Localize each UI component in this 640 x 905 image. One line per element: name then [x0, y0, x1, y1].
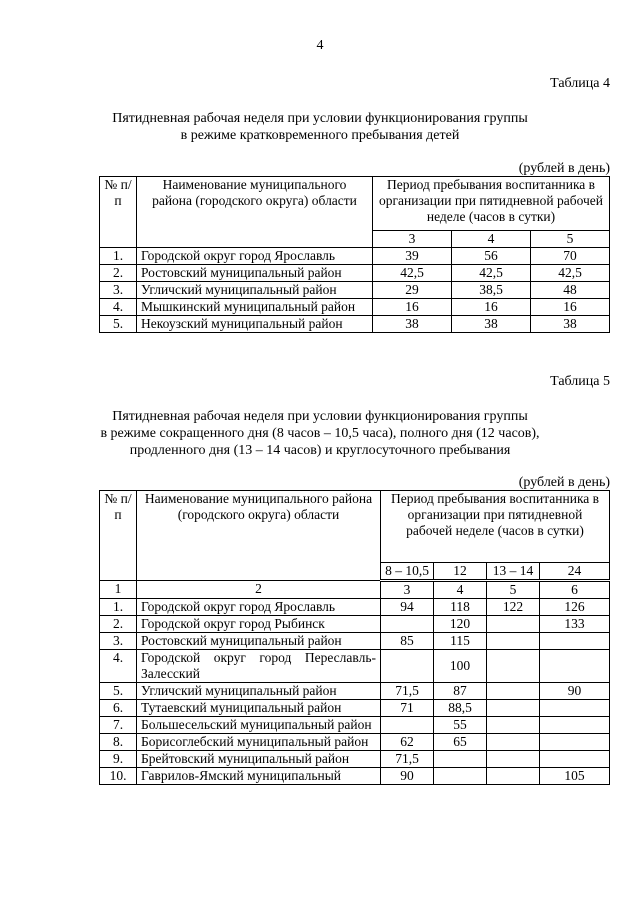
row-value: 62: [381, 734, 434, 751]
row-value: 16: [531, 299, 610, 316]
table5-title-line-3: продленного дня (13 – 14 часов) и круглосуточного пребывания: [129, 443, 511, 458]
row-value: 115: [434, 633, 487, 650]
table-row: [100, 751, 610, 768]
row-value: 56: [452, 248, 531, 265]
table5-header-period: Период пребывания воспитанника в организации при пятидневной рабочей неделе (часов в сутки): [381, 491, 610, 563]
table4-label: Таблица 4: [550, 76, 610, 91]
row-number: 5.: [100, 316, 137, 333]
row-number: 8.: [100, 734, 137, 751]
row-number: 2.: [100, 265, 137, 282]
row-district-name: Городской округ город Ярославль: [137, 599, 381, 616]
table5-header-num: № п/п: [100, 491, 137, 581]
row-value: [487, 650, 540, 683]
row-value: [540, 717, 610, 734]
table-row: [100, 599, 610, 616]
row-value: 105: [540, 768, 610, 785]
page-number: 4: [316, 38, 324, 53]
table5-header-name: Наименование муниципального района (городского округа) области: [137, 491, 381, 581]
row-value: 38,5: [452, 282, 531, 299]
row-value: [487, 734, 540, 751]
table4-header-num: № п/п: [100, 177, 137, 248]
table5-hour-12: 12: [434, 563, 487, 581]
row-value: [540, 633, 610, 650]
row-district-name: Ростовский муниципальный район: [137, 265, 373, 282]
table5-title: [0, 408, 640, 459]
row-number: 10.: [100, 768, 137, 785]
row-district-name: Ростовский муниципальный район: [137, 633, 381, 650]
row-number: 7.: [100, 717, 137, 734]
table-row: [100, 717, 610, 734]
table4-hour-5: 5: [531, 231, 610, 248]
row-value: 85: [381, 633, 434, 650]
row-district-name: Некоузский муниципальный район: [137, 316, 373, 333]
row-number: 1.: [100, 248, 137, 265]
table4: [99, 176, 610, 333]
row-district-name: Городской округ город Переславль-Залесский: [137, 650, 381, 683]
row-number: 9.: [100, 751, 137, 768]
table4-title-line-2: в режиме кратковременного пребывания детей: [180, 128, 460, 143]
row-value: 16: [452, 299, 531, 316]
row-number: 3.: [100, 282, 137, 299]
table5-units: (рублей в день): [518, 475, 610, 490]
table-row: [100, 768, 610, 785]
row-value: 118: [434, 599, 487, 616]
row-value: 16: [373, 299, 452, 316]
table-row: [100, 282, 610, 299]
row-value: 87: [434, 683, 487, 700]
row-value: [487, 683, 540, 700]
table-row: [100, 700, 610, 717]
table4-hour-4: 4: [452, 231, 531, 248]
row-value: [487, 717, 540, 734]
table5-label: Таблица 5: [550, 374, 610, 389]
row-number: 4.: [100, 299, 137, 316]
row-value: [487, 751, 540, 768]
row-value: 133: [540, 616, 610, 633]
row-value: 48: [531, 282, 610, 299]
col-number: 6: [540, 581, 610, 599]
row-district-name: Гаврилов-Ямский муниципальный: [137, 768, 381, 785]
row-value: 94: [381, 599, 434, 616]
row-number: 4.: [100, 650, 137, 683]
table4-header-name: Наименование муниципального района (городского округа) области: [137, 177, 373, 248]
row-value: [381, 717, 434, 734]
row-district-name: Городской округ город Рыбинск: [137, 616, 381, 633]
row-district-name: Мышкинский муниципальный район: [137, 299, 373, 316]
row-value: 122: [487, 599, 540, 616]
row-value: 42,5: [452, 265, 531, 282]
row-value: [540, 650, 610, 683]
row-value: 90: [540, 683, 610, 700]
table5: [99, 490, 610, 785]
row-value: [487, 616, 540, 633]
table4-hour-3: 3: [373, 231, 452, 248]
row-number: 5.: [100, 683, 137, 700]
row-value: 126: [540, 599, 610, 616]
table5-column-numbers: [100, 581, 610, 599]
table-row: [100, 265, 610, 282]
table4-header-period: Период пребывания воспитанника в организации при пятидневной рабочей неделе (часов в сутки): [373, 177, 610, 231]
table5-title-line-2: в режиме сокращенного дня (8 часов – 10,5 часа), полного дня (12 часов),: [100, 426, 540, 441]
row-district-name: Брейтовский муниципальный район: [137, 751, 381, 768]
table4-title: [0, 110, 640, 144]
row-district-name: Тутаевский муниципальный район: [137, 700, 381, 717]
col-number: 1: [100, 581, 137, 599]
row-district-name: Большесельский муниципальный район: [137, 717, 381, 734]
col-number: 5: [487, 581, 540, 599]
row-number: 6.: [100, 700, 137, 717]
row-value: 38: [452, 316, 531, 333]
row-value: 29: [373, 282, 452, 299]
row-value: [540, 700, 610, 717]
table-row: [100, 734, 610, 751]
row-value: [434, 751, 487, 768]
table5-hour-13-14: 13 – 14: [487, 563, 540, 581]
row-value: [487, 768, 540, 785]
col-number: 2: [137, 581, 381, 599]
row-value: [487, 700, 540, 717]
table-row: [100, 616, 610, 633]
row-value: 42,5: [531, 265, 610, 282]
row-value: 55: [434, 717, 487, 734]
table-row: [100, 633, 610, 650]
table5-hour-8-10: 8 – 10,5: [381, 563, 434, 581]
row-value: [540, 734, 610, 751]
row-value: 39: [373, 248, 452, 265]
row-district-name: Борисоглебский муниципальный район: [137, 734, 381, 751]
row-value: 88,5: [434, 700, 487, 717]
col-number: 4: [434, 581, 487, 599]
table-row: [100, 650, 610, 683]
row-value: 38: [373, 316, 452, 333]
row-value: 71: [381, 700, 434, 717]
row-value: 71,5: [381, 751, 434, 768]
row-district-name: Угличский муниципальный район: [137, 683, 381, 700]
row-value: 100: [434, 650, 487, 683]
table5-title-line-1: Пятидневная рабочая неделя при условии функционирования группы: [112, 409, 528, 424]
row-value: 71,5: [381, 683, 434, 700]
row-value: [434, 768, 487, 785]
row-value: [540, 751, 610, 768]
row-value: [487, 633, 540, 650]
row-value: 38: [531, 316, 610, 333]
table4-title-line-1: Пятидневная рабочая неделя при условии функционирования группы: [112, 111, 528, 126]
row-value: [381, 616, 434, 633]
row-value: 120: [434, 616, 487, 633]
row-value: 65: [434, 734, 487, 751]
row-number: 3.: [100, 633, 137, 650]
table5-hour-24: 24: [540, 563, 610, 581]
table-row: [100, 299, 610, 316]
row-number: 1.: [100, 599, 137, 616]
row-value: [381, 650, 434, 683]
row-value: 70: [531, 248, 610, 265]
row-number: 2.: [100, 616, 137, 633]
row-district-name: Угличский муниципальный район: [137, 282, 373, 299]
table-row: [100, 316, 610, 333]
row-value: 42,5: [373, 265, 452, 282]
row-value: 90: [381, 768, 434, 785]
table-row: [100, 683, 610, 700]
table4-units: (рублей в день): [518, 161, 610, 176]
col-number: 3: [381, 581, 434, 599]
table-row: [100, 248, 610, 265]
row-district-name: Городской округ город Ярославль: [137, 248, 373, 265]
